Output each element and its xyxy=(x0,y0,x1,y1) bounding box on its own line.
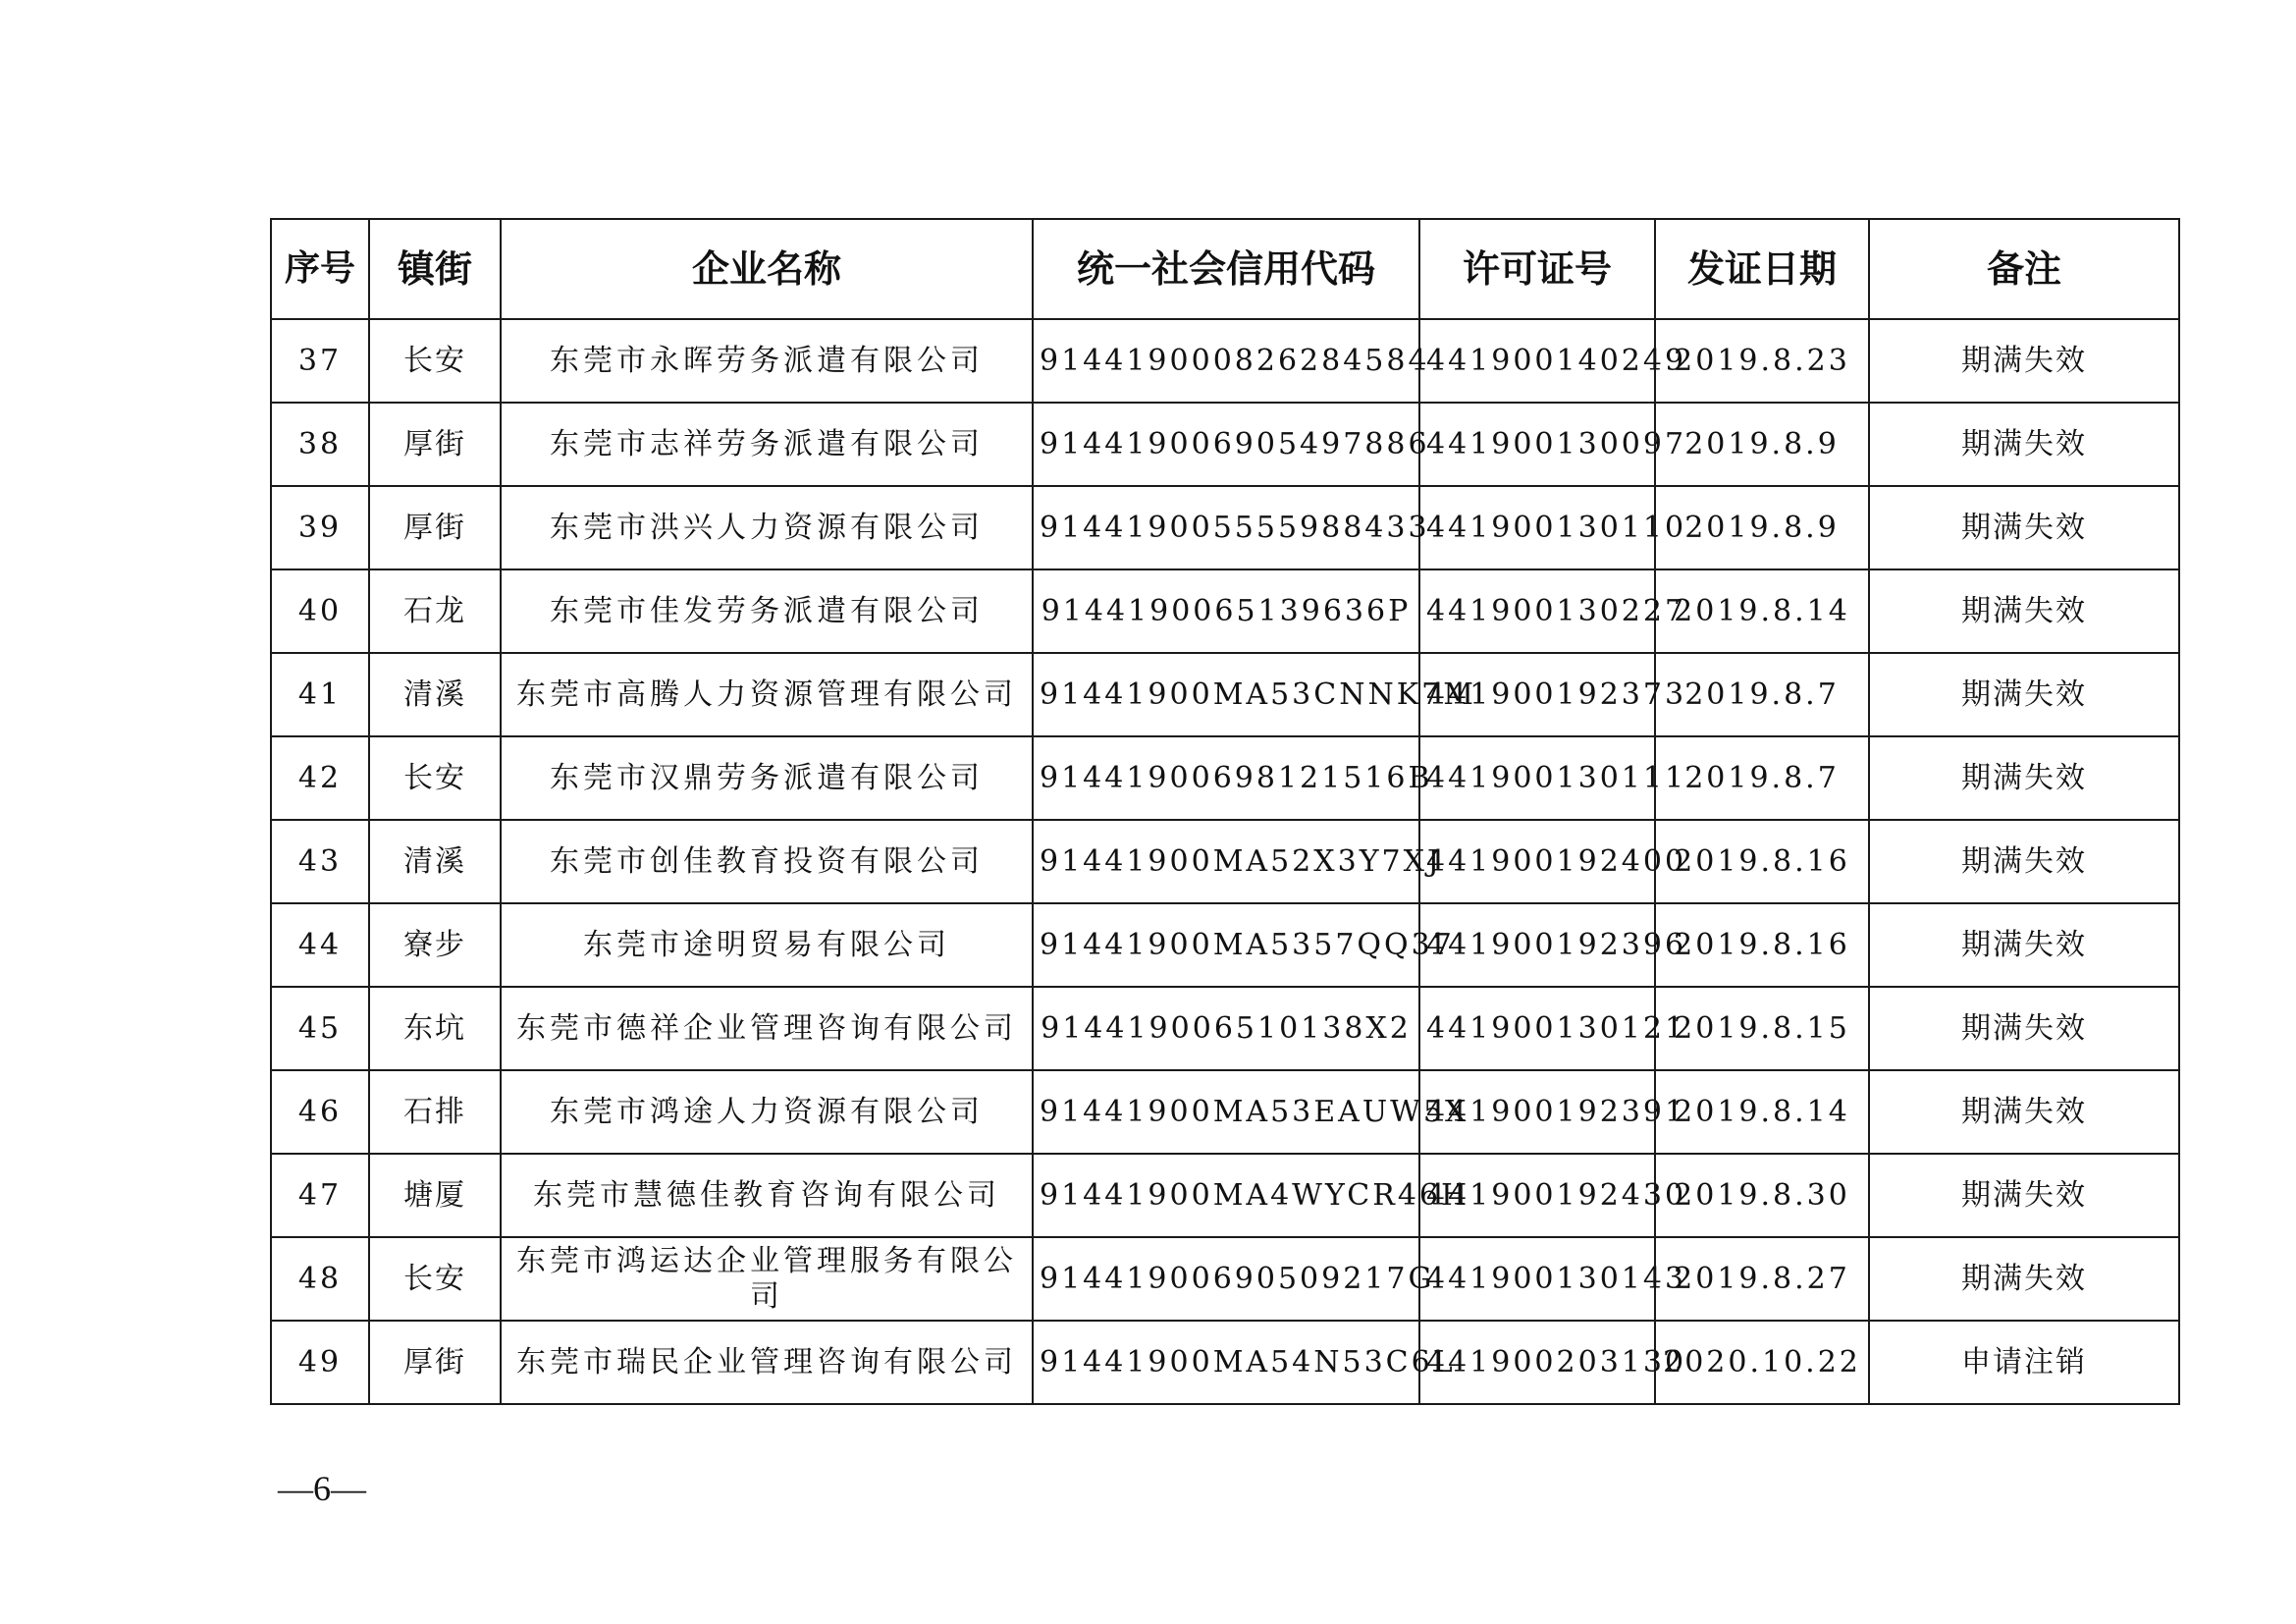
cell-license-number: 441900192396 xyxy=(1419,903,1655,987)
cell-town: 清溪 xyxy=(369,653,501,736)
cell-company-name: 东莞市鸿途人力资源有限公司 xyxy=(501,1070,1033,1154)
cell-issue-date: 2019.8.30 xyxy=(1655,1154,1869,1237)
cell-issue-date: 2019.8.16 xyxy=(1655,903,1869,987)
cell-credit-code: 91441900MA53CNNK7M xyxy=(1033,653,1419,736)
cell-company-name: 东莞市永晖劳务派遣有限公司 xyxy=(501,319,1033,403)
cell-credit-code: 91441900MA52X3Y7XJ xyxy=(1033,820,1419,903)
table-row xyxy=(271,319,2179,403)
cell-license-number: 441900130121 xyxy=(1419,987,1655,1070)
cell-company-name: 东莞市瑞民企业管理咨询有限公司 xyxy=(501,1321,1033,1404)
table-header-row xyxy=(271,219,2179,319)
cell-license-number: 441900203130 xyxy=(1419,1321,1655,1404)
cell-remark: 期满失效 xyxy=(1869,1237,2179,1321)
table-row xyxy=(271,653,2179,736)
cell-remark: 期满失效 xyxy=(1869,403,2179,486)
cell-town: 厚街 xyxy=(369,403,501,486)
cell-credit-code: 914419000826284584 xyxy=(1033,319,1419,403)
cell-issue-date: 2019.8.16 xyxy=(1655,820,1869,903)
cell-seq: 38 xyxy=(271,403,369,486)
cell-remark: 期满失效 xyxy=(1869,1070,2179,1154)
cell-town: 东坑 xyxy=(369,987,501,1070)
cell-seq: 39 xyxy=(271,486,369,569)
header-town: 镇街 xyxy=(369,219,501,319)
cell-credit-code: 91441900698121516B xyxy=(1033,736,1419,820)
cell-seq: 41 xyxy=(271,653,369,736)
table-row xyxy=(271,1237,2179,1321)
cell-town: 厚街 xyxy=(369,1321,501,1404)
cell-issue-date: 2019.8.7 xyxy=(1655,736,1869,820)
cell-town: 石排 xyxy=(369,1070,501,1154)
cell-credit-code: 91441900MA4WYCR46H xyxy=(1033,1154,1419,1237)
table-row xyxy=(271,820,2179,903)
cell-company-name: 东莞市德祥企业管理咨询有限公司 xyxy=(501,987,1033,1070)
cell-issue-date: 2019.8.23 xyxy=(1655,319,1869,403)
header-issue-date: 发证日期 xyxy=(1655,219,1869,319)
cell-license-number: 441900130227 xyxy=(1419,569,1655,653)
cell-license-number: 441900130111 xyxy=(1419,736,1655,820)
page-number: —6— xyxy=(278,1469,366,1508)
cell-license-number: 441900130097 xyxy=(1419,403,1655,486)
cell-issue-date: 2020.10.22 xyxy=(1655,1321,1869,1404)
cell-credit-code: 9144190065139636P xyxy=(1033,569,1419,653)
cell-remark: 期满失效 xyxy=(1869,903,2179,987)
cell-company-name: 东莞市鸿运达企业管理服务有限公司 xyxy=(501,1237,1033,1321)
cell-seq: 48 xyxy=(271,1237,369,1321)
cell-town: 石龙 xyxy=(369,569,501,653)
cell-license-number: 441900192391 xyxy=(1419,1070,1655,1154)
cell-company-name: 东莞市高腾人力资源管理有限公司 xyxy=(501,653,1033,736)
cell-issue-date: 2019.8.7 xyxy=(1655,653,1869,736)
cell-town: 长安 xyxy=(369,736,501,820)
cell-remark: 期满失效 xyxy=(1869,736,2179,820)
cell-seq: 46 xyxy=(271,1070,369,1154)
cell-town: 寮步 xyxy=(369,903,501,987)
cell-seq: 40 xyxy=(271,569,369,653)
cell-seq: 45 xyxy=(271,987,369,1070)
table-row xyxy=(271,486,2179,569)
cell-town: 塘厦 xyxy=(369,1154,501,1237)
cell-remark: 期满失效 xyxy=(1869,653,2179,736)
table-row xyxy=(271,1070,2179,1154)
cell-credit-code: 914419006510138X2 xyxy=(1033,987,1419,1070)
table-row xyxy=(271,569,2179,653)
cell-remark: 期满失效 xyxy=(1869,820,2179,903)
cell-remark: 期满失效 xyxy=(1869,486,2179,569)
cell-license-number: 441900140249 xyxy=(1419,319,1655,403)
cell-credit-code: 91441900690509217G xyxy=(1033,1237,1419,1321)
header-company-name: 企业名称 xyxy=(501,219,1033,319)
cell-remark: 期满失效 xyxy=(1869,319,2179,403)
cell-credit-code: 914419006905497886 xyxy=(1033,403,1419,486)
cell-town: 长安 xyxy=(369,1237,501,1321)
cell-town: 清溪 xyxy=(369,820,501,903)
cell-seq: 47 xyxy=(271,1154,369,1237)
header-license-number: 许可证号 xyxy=(1419,219,1655,319)
cell-credit-code: 91441900MA54N53C6L xyxy=(1033,1321,1419,1404)
cell-license-number: 441900130110 xyxy=(1419,486,1655,569)
cell-issue-date: 2019.8.9 xyxy=(1655,403,1869,486)
cell-issue-date: 2019.8.14 xyxy=(1655,569,1869,653)
cell-remark: 期满失效 xyxy=(1869,987,2179,1070)
table-row xyxy=(271,903,2179,987)
cell-seq: 43 xyxy=(271,820,369,903)
table-row xyxy=(271,1321,2179,1404)
cell-credit-code: 91441900MA5357QQ37 xyxy=(1033,903,1419,987)
cell-license-number: 441900130143 xyxy=(1419,1237,1655,1321)
cell-seq: 37 xyxy=(271,319,369,403)
cell-company-name: 东莞市洪兴人力资源有限公司 xyxy=(501,486,1033,569)
header-credit-code: 统一社会信用代码 xyxy=(1033,219,1419,319)
cell-issue-date: 2019.8.14 xyxy=(1655,1070,1869,1154)
cell-town: 长安 xyxy=(369,319,501,403)
cell-license-number: 441900192373 xyxy=(1419,653,1655,736)
cell-credit-code: 91441900MA53EAUW5X xyxy=(1033,1070,1419,1154)
cell-seq: 42 xyxy=(271,736,369,820)
cell-remark: 期满失效 xyxy=(1869,1154,2179,1237)
table-row xyxy=(271,403,2179,486)
cell-town: 厚街 xyxy=(369,486,501,569)
cell-seq: 49 xyxy=(271,1321,369,1404)
revoked-license-table xyxy=(270,218,2180,1405)
table-row xyxy=(271,987,2179,1070)
cell-company-name: 东莞市佳发劳务派遣有限公司 xyxy=(501,569,1033,653)
table-row xyxy=(271,736,2179,820)
cell-license-number: 441900192430 xyxy=(1419,1154,1655,1237)
header-remark: 备注 xyxy=(1869,219,2179,319)
cell-credit-code: 914419005555988433 xyxy=(1033,486,1419,569)
cell-remark: 申请注销 xyxy=(1869,1321,2179,1404)
cell-issue-date: 2019.8.9 xyxy=(1655,486,1869,569)
cell-seq: 44 xyxy=(271,903,369,987)
cell-license-number: 441900192400 xyxy=(1419,820,1655,903)
cell-company-name: 东莞市志祥劳务派遣有限公司 xyxy=(501,403,1033,486)
cell-company-name: 东莞市创佳教育投资有限公司 xyxy=(501,820,1033,903)
cell-company-name: 东莞市汉鼎劳务派遣有限公司 xyxy=(501,736,1033,820)
header-seq: 序号 xyxy=(271,219,369,319)
cell-company-name: 东莞市途明贸易有限公司 xyxy=(501,903,1033,987)
cell-remark: 期满失效 xyxy=(1869,569,2179,653)
cell-issue-date: 2019.8.27 xyxy=(1655,1237,1869,1321)
cell-issue-date: 2019.8.15 xyxy=(1655,987,1869,1070)
cell-company-name: 东莞市慧德佳教育咨询有限公司 xyxy=(501,1154,1033,1237)
table-row xyxy=(271,1154,2179,1237)
